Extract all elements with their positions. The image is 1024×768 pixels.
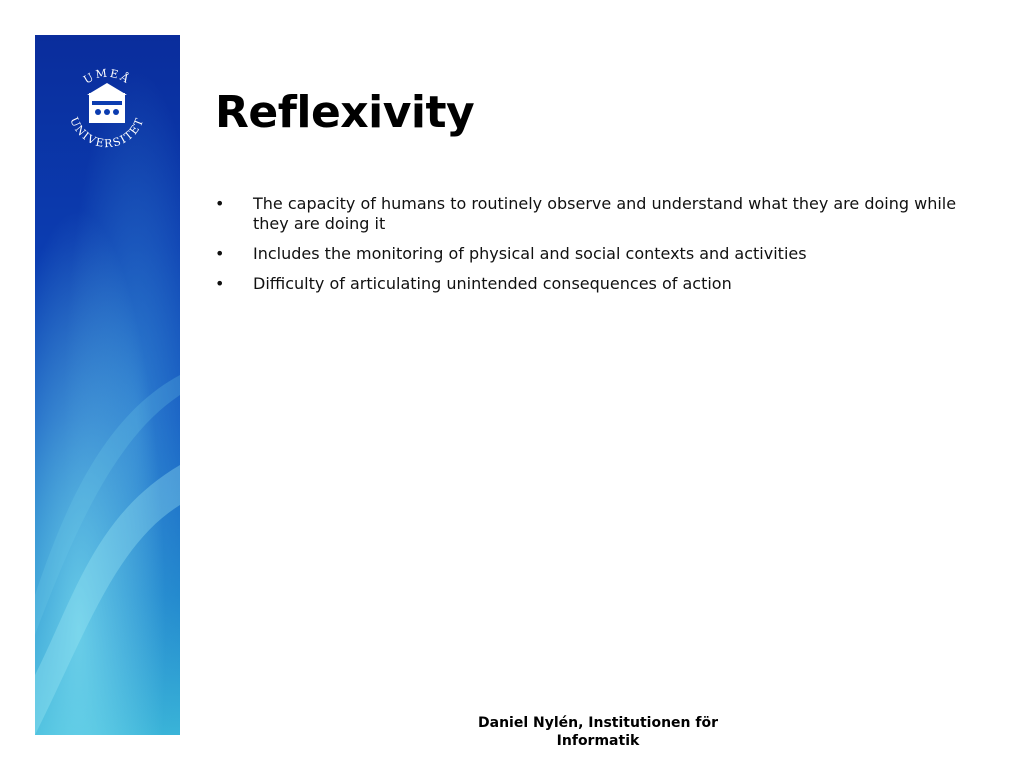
bullet-text: Difficulty of articulating unintended consequences of action [253, 274, 732, 293]
bullet-text: Includes the monitoring of physical and social contexts and activities [253, 244, 807, 263]
decorative-side-band [35, 35, 180, 735]
slide-footer [448, 714, 748, 750]
bullet-glyph: • [215, 194, 225, 213]
svg-text:UMEÅ: UMEÅ [81, 66, 133, 87]
bullet-item [215, 244, 975, 264]
bullet-item [215, 274, 975, 294]
bullet-text: The capacity of humans to routinely observe and understand what they are doing while they are doing it [253, 194, 957, 233]
footer-author: Daniel Nylén, Institutionen för [478, 715, 718, 731]
bullet-item [215, 194, 975, 234]
bullet-glyph: • [215, 244, 225, 263]
svg-text:UNIVERSITET: UNIVERSITET [67, 115, 147, 151]
university-seal-icon [61, 63, 153, 155]
bullet-list [215, 194, 975, 304]
bullet-glyph: • [215, 274, 225, 293]
slide-title: Reflexivity [215, 87, 475, 138]
footer-department: Informatik [556, 733, 640, 749]
